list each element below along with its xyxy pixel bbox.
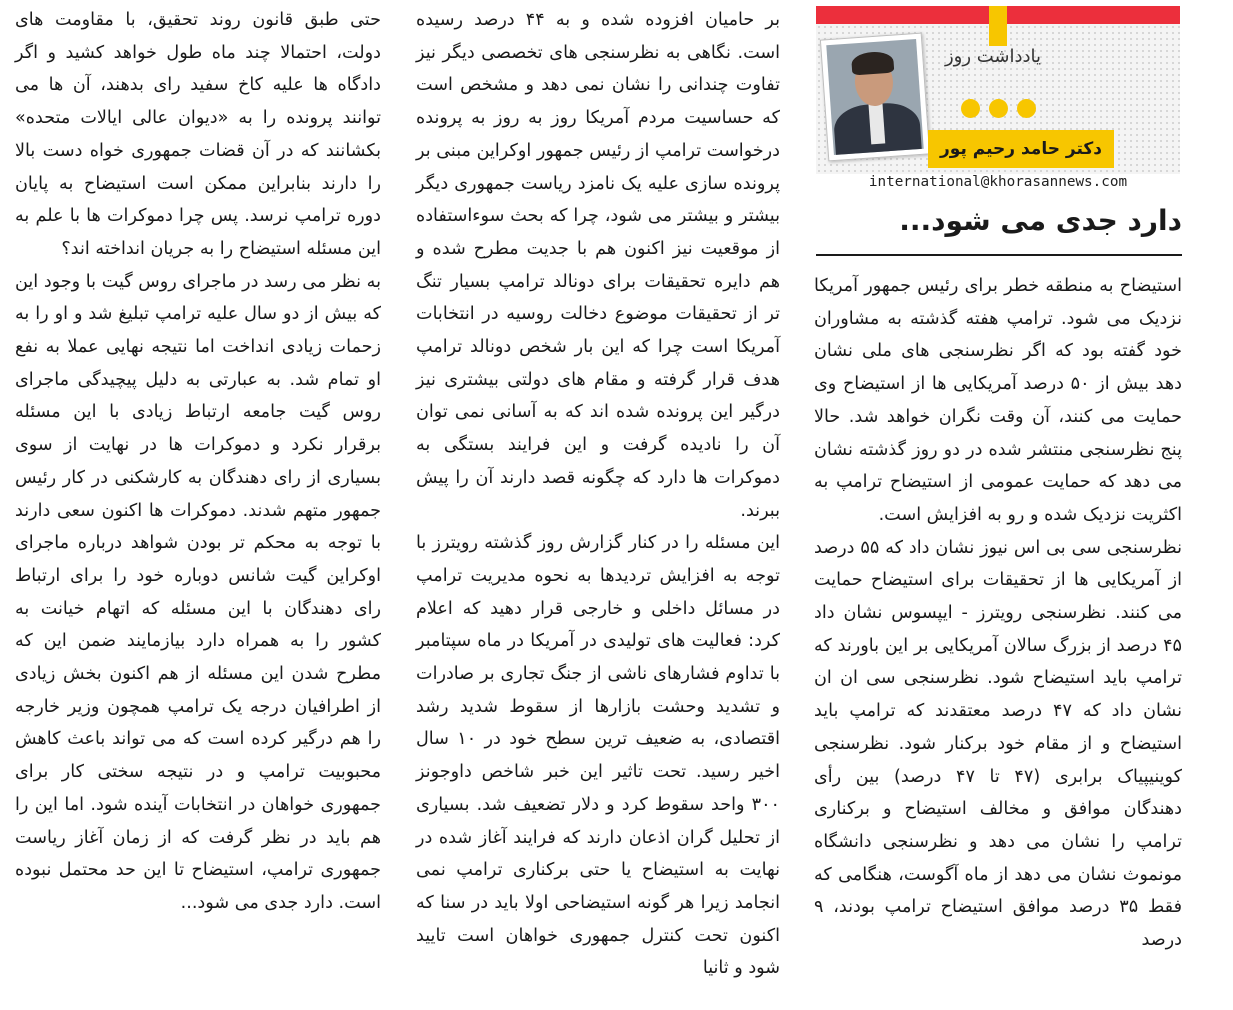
author-email: international@khorasannews.com bbox=[868, 174, 1128, 190]
paragraph: به نظر می رسد در ماجرای روس گیت با وجود این که بیش از دو سال علیه ترامپ تبلیغ شد و او را به زحمات زیادی انداخت اما نتیجه نهایی عملا به نفع او تمام شد. به عبارتی به دلیل پیچیدگی ماجرای روس گیت جامعه ارتباط زیادی با این مسئله برقرار نکرد و دموکرات ها در نهایت از سوی بسیاری از رای دهندگان به کارشکنی در کار رئیس جمهور متهم شدند. دموکرات ها اکنون سعی دارند با توجه به محکم تر بودن شواهد درباره ماجرای اوکراین گیت شانس دوباره خود را برای ارتباط رای دهندگان با این مسئله که اتهام خیانت به کشور را به همراه دارد بیازمایند ضمن این که مطرح شدن این مسئله از هم اکنون بخش زیادی از اطرافیان درجه یک ترامپ همچون وزیر خارجه را هم درگیر کرده است که می تواند باعث کاهش محبوبیت ترامپ و در نتیجه سختی کار برای جمهوری خواهان در انتخابات آینده شود. اما این را هم باید در نظر گرفت که از زمان آغاز ریاست جمهوری ترامپ، استیضاح تا این حد محتمل نبوده است. دارد جدی می شود... bbox=[15, 271, 381, 913]
article-headline: دارد جدی می شود... bbox=[899, 204, 1182, 237]
decorative-dot bbox=[1017, 99, 1036, 118]
column-label: یادداشت روز bbox=[944, 46, 1042, 67]
paragraph: نظرسنجی سی بی اس نیوز نشان داد که ۵۵ درصد از آمریکایی ها از تحقیقات برای استیضاح حمایت می کنند. نظرسنجی رویترز - ایپسوس نشان داد ۴۵ درصد از بزرگ سالان آمریکایی بر این باورند که ترامپ باید استیضاح شود. نظرسنجی سی ان ان نشان داد که ۴۷ درصد معتقدند که ترامپ باید استیضاح و از مقام خود برکنار شود. نظرسنجی کوینیپیاک برابری (۴۷ تا ۴۷ درصد) بین رأی دهندگان موافق و مخالف استیضاح و برکناری ترامپ را نشان می دهد و نظرسنجی دانشگاه مونموث نشان می دهد از ماه آگوست، هنگامی که فقط ۳۵ درصد موافق استیضاح ترامپ بودند، ۹ درصد bbox=[814, 537, 1183, 951]
author-name: دکتر حامد رحیم پور bbox=[928, 130, 1114, 168]
paragraph: حتی طبق قانون روند تحقیق، با مقاومت های دولت، احتمالا چند ماه طول خواهد کشید و اگر دادگاه ها علیه کاخ سفید رای بدهند، آن ها می توانند پرونده را به «دیوان عالی ایالات متحده» بکشانند که در آن قضات جمهوری خواه دست بالا را دارند بنابراین ممکن است استیضاح به پایان دوره ترامپ نرسد. پس چرا دموکرات ها با علم به این مسئله استیضاح را به جریان انداخته اند؟ bbox=[15, 10, 381, 259]
column-header bbox=[816, 6, 1180, 201]
article-column-middle bbox=[416, 4, 780, 985]
headline-divider bbox=[816, 254, 1182, 256]
article-column-right bbox=[814, 270, 1182, 957]
paragraph: این مسئله را در کنار گزارش روز گذشته رویترز با توجه به افزایش تردیدها به نحوه مدیریت ترامپ در مسائل داخلی و خارجی قرار دهید که اعلام کرد: فعالیت های تولیدی در آمریکا در ماه سپتامبر با تداوم فشارهای ناشی از جنگ تجاری بر صادرات و تشدید وحشت بازارها از سقوط شدید رشد اقتصادی، به ضعیف ترین سطح خود در ۱۰ سال اخیر رسید. تحت تاثیر این خبر شاخص داوجونز ۳۰۰ واحد سقوط کرد و دلار تضعیف شد. بسیاری از تحلیل گران اذعان دارند که فرایند آغاز شده در نهایت به استیضاح یا حتی برکناری ترامپ نمی انجامد زیرا هر گونه استیضاحی اولا باید در سنا که اکنون تحت کنترل جمهوری خواهان است تایید شود و ثانیا bbox=[416, 533, 780, 979]
paragraph: استیضاح به منطقه خطر برای رئیس جمهور آمریکا نزدیک می شود. ترامپ هفته گذشته به مشاوران خود گفته بود که اگر نظرسنجی های ملی نشان دهد بیش از ۵۰ درصد آمریکایی ها از استیضاح وی حمایت می کنند، آن وقت نگران خواهد شد. حالا پنج نظرسنجی منتشر شده در دو روز گذشته نشان می دهد که حمایت عمومی از استیضاح ترامپ به اکثریت نزدیک شده و رو به افزایش است. bbox=[814, 276, 1182, 525]
decorative-dot bbox=[961, 99, 980, 118]
header-yellow-tab bbox=[989, 6, 1007, 46]
author-photo bbox=[820, 33, 930, 162]
decorative-dot bbox=[989, 99, 1008, 118]
article-column-left bbox=[15, 4, 381, 920]
paragraph: بر حامیان افزوده شده و به ۴۴ درصد رسیده است. نگاهی به نظرسنجی های تخصصی دیگر نیز تفاوت چندانی را نشان نمی دهد و مشخص است که حساسیت مردم آمریکا روز به روز به پرونده درخواست ترامپ از رئیس جمهور اوکراین مبنی بر پرونده سازی علیه یک نامزد ریاست جمهوری دیگر بیشتر و بیشتر می شود، چرا که بحث سوءاستفاده از موقعیت نیز اکنون هم با جدیت مطرح شده و هم دایره تحقیقات برای دونالد ترامپ بسیار تنگ تر از تحقیقات موضوع دخالت روسیه در انتخابات آمریکا است چرا که این بار شخص دونالد ترامپ هدف قرار گرفته و مقام های دولتی بیشتری نیز درگیر این پرونده شده اند که به آسانی نمی توان آن را نادیده گرفت و این فرایند بستگی به دموکرات ها دارد که چگونه قصد دارند آن را پیش ببرند. bbox=[416, 10, 780, 521]
